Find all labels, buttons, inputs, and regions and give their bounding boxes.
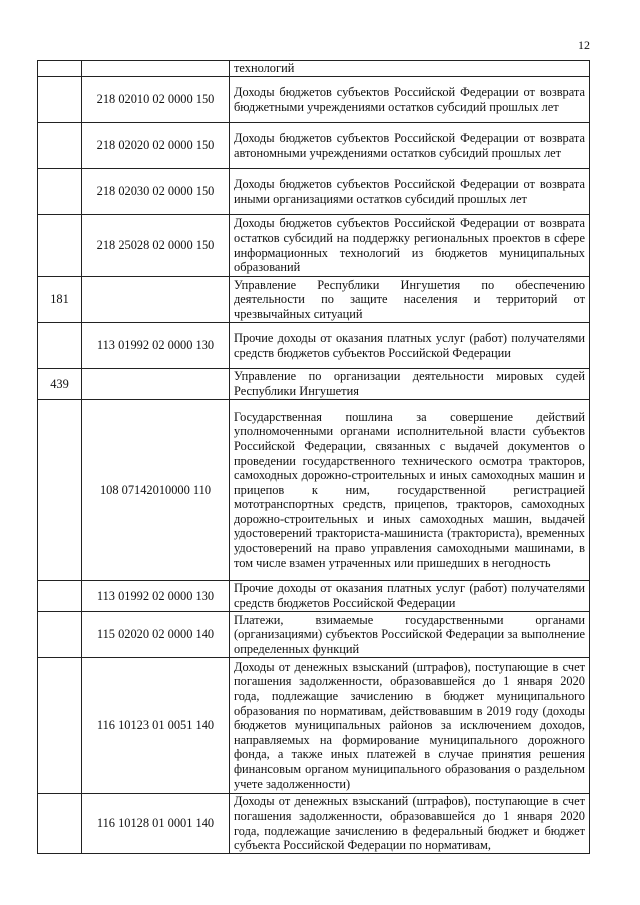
description-cell: Доходы бюджетов субъектов Российской Федерации от возврата остатков субсидий на поддержку региональных проектов в сфере информационных технологий из бюджетов муниципальных образований [230,215,590,277]
revenue-code-cell [82,277,230,323]
revenue-code-cell: 116 10128 01 0001 140 [82,794,230,854]
table-row [38,400,590,581]
description-cell: технологий [230,61,590,77]
revenue-code-cell: 113 01992 02 0000 130 [82,581,230,612]
table-row [38,77,590,123]
revenue-code-cell: 108 07142010000 110 [82,400,230,581]
table-row [38,323,590,369]
admin-code-cell: 439 [38,369,82,400]
admin-code-cell [38,400,82,581]
admin-code-cell: 181 [38,277,82,323]
table-row [38,215,590,277]
revenue-code-cell: 113 01992 02 0000 130 [82,323,230,369]
admin-code-cell [38,323,82,369]
table-row [38,794,590,854]
revenue-codes-table [37,60,590,854]
admin-code-cell [38,794,82,854]
table-row [38,581,590,612]
description-cell: Управление Республики Ингушетия по обеспечению деятельности по защите населения и территорий от чрезвычайных ситуаций [230,277,590,323]
description-cell: Государственная пошлина за совершение действий уполномоченными органами исполнительной власти субъектов Российской Федерации, связанных с выдачей документов о проведении государственного технического осмотра тракторов, самоходных дорожно-строительных и иных самоходных машин и прицепов к ним, государственной регистрацией мототранспортных средств, прицепов, тракторов, самоходных дорожно-строительных и иных самоходных машин, выдачей удостоверений тракториста-машиниста (тракториста), временных удостоверений на право управления самоходными машинами, в том числе взамен утраченных или пришедших в негодность [230,400,590,581]
table-row [38,658,590,794]
description-cell: Доходы бюджетов субъектов Российской Федерации от возврата иными организациями остатков субсидий прошлых лет [230,169,590,215]
revenue-code-cell: 116 10123 01 0051 140 [82,658,230,794]
admin-code-cell [38,215,82,277]
admin-code-cell [38,123,82,169]
description-cell: Управление по организации деятельности мировых судей Республики Ингушетия [230,369,590,400]
admin-code-cell [38,581,82,612]
admin-code-cell [38,612,82,658]
revenue-code-cell [82,61,230,77]
admin-code-cell [38,169,82,215]
description-cell: Прочие доходы от оказания платных услуг (работ) получателями средств бюджетов Российской Федерации [230,581,590,612]
table-row [38,123,590,169]
page-number: 12 [578,38,590,52]
description-cell: Доходы бюджетов субъектов Российской Федерации от возврата автономными учреждениями остатков субсидий прошлых лет [230,123,590,169]
description-cell: Платежи, взимаемые государственными органами (организациями) субъектов Российской Федерации за выполнение определенных функций [230,612,590,658]
revenue-code-cell [82,369,230,400]
table-row [38,61,590,77]
admin-code-cell [38,61,82,77]
description-cell: Прочие доходы от оказания платных услуг (работ) получателями средств бюджетов субъектов Российской Федерации [230,323,590,369]
revenue-code-cell: 115 02020 02 0000 140 [82,612,230,658]
admin-code-cell [38,658,82,794]
admin-code-cell [38,77,82,123]
table-row [38,277,590,323]
description-cell: Доходы бюджетов субъектов Российской Федерации от возврата бюджетными учреждениями остатков субсидий прошлых лет [230,77,590,123]
table-row [38,169,590,215]
table-row [38,612,590,658]
revenue-code-cell: 218 25028 02 0000 150 [82,215,230,277]
revenue-code-cell: 218 02030 02 0000 150 [82,169,230,215]
revenue-code-cell: 218 02020 02 0000 150 [82,123,230,169]
revenue-code-cell: 218 02010 02 0000 150 [82,77,230,123]
description-cell: Доходы от денежных взысканий (штрафов), поступающие в счет погашения задолженности, образовавшейся до 1 января 2020 года, подлежащие зачислению в бюджет муниципального образования по нормативам, действовавшим в 2019 году (доходы бюджетов муниципальных районов за исключением доходов, направляемых на формирование муниципального дорожного фонда, а также иных платежей в случае принятия решения финансовым органом муниципального образования о раздельном учете задолженности) [230,658,590,794]
table-row [38,369,590,400]
description-cell: Доходы от денежных взысканий (штрафов), поступающие в счет погашения задолженности, образовавшейся до 1 января 2020 года, подлежащие зачислению в федеральный бюджет и бюджет субъекта Российской Федерации по нормативам, [230,794,590,854]
